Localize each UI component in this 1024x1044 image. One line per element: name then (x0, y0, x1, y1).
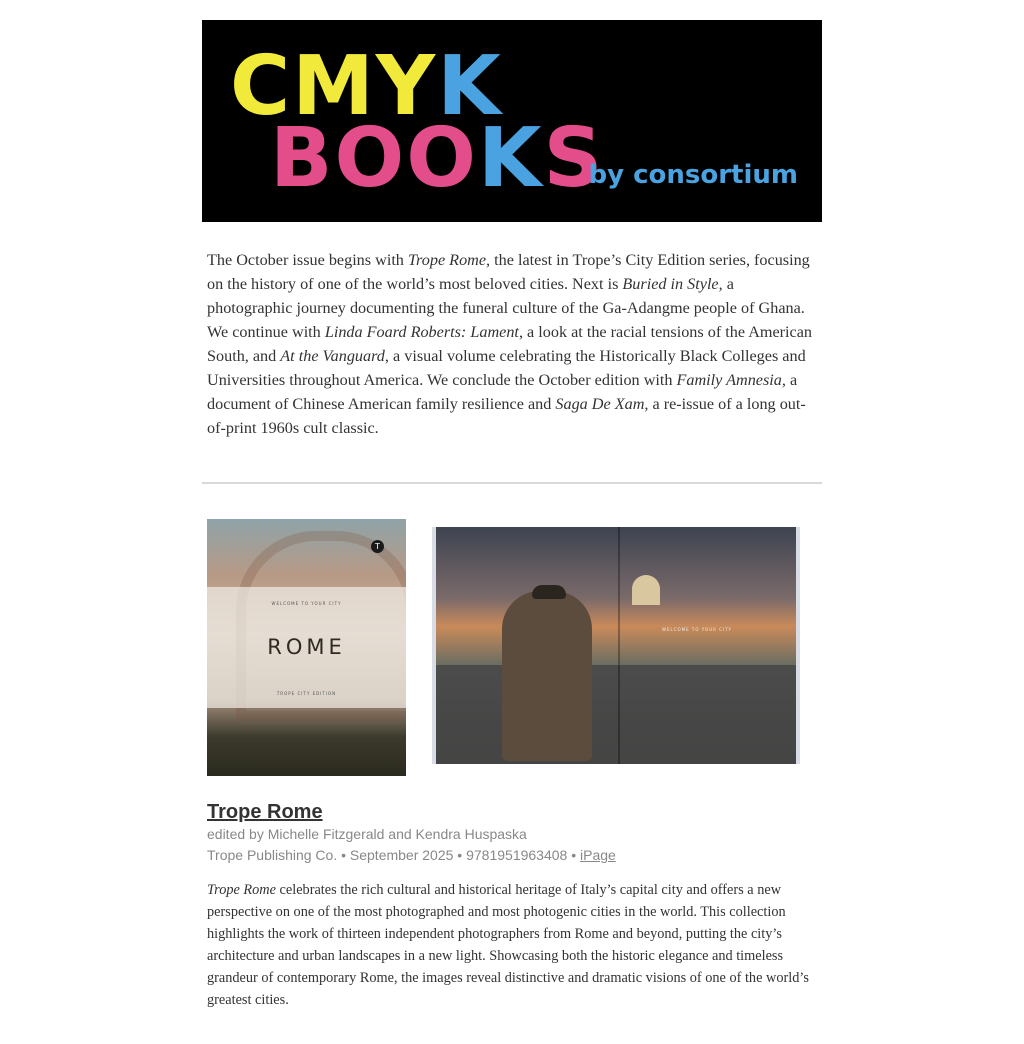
intro-paragraph (202, 222, 822, 440)
ipage-link[interactable]: iPage (580, 847, 616, 863)
cmyk-books-banner[interactable] (202, 20, 822, 222)
spread-caption: WELCOME TO YOUR CITY (662, 627, 732, 632)
cover-edition-text: TROPE CITY EDITION (276, 691, 337, 696)
logo-letter: S (543, 111, 605, 206)
newsletter (202, 20, 822, 1011)
book-spread-image[interactable] (432, 527, 800, 764)
intro-book-title: Saga De Xam, (555, 395, 649, 413)
logo-row-books (270, 111, 605, 206)
book-entry (202, 777, 822, 1011)
hat-shape (532, 585, 566, 599)
publisher-details: Trope Publishing Co. • September 2025 • 9781951963408 • (207, 847, 580, 863)
cover-title: ROME (267, 635, 346, 659)
figure-shape (502, 591, 592, 761)
divider (202, 482, 822, 484)
intro-text: a document of Chinese American family resilience and (207, 371, 798, 413)
dome-shape (632, 575, 660, 605)
description-lead: Trope Rome (207, 882, 276, 898)
intro-book-title: Family Amnesia, (676, 371, 786, 389)
logo-letter: O (334, 111, 407, 206)
intro-text: a photographic journey documenting the funeral culture of the Ga-Adangme people of Ghana. We continue with (207, 275, 805, 341)
intro-text: , a visual volume celebrating the Historically Black Colleges and Universities throughout America. We conclude the October edition with (207, 347, 806, 389)
logo-letter: M (292, 39, 376, 134)
book-description (207, 879, 817, 1011)
intro-book-title: At the Vanguard (280, 347, 385, 365)
book-gutter (618, 527, 620, 764)
book-cover-image[interactable] (207, 519, 406, 776)
logo-letter: B (270, 111, 335, 206)
intro-text: a re-issue of a long out-of-print 1960s cult classic. (207, 395, 806, 437)
trope-logo-icon: T (371, 540, 384, 553)
book-title-link[interactable]: Trope Rome (207, 801, 323, 823)
logo-letter: K (477, 111, 544, 206)
intro-text: The October issue begins with (207, 251, 408, 269)
book-publisher-line (207, 845, 817, 866)
logo-letter: C (230, 39, 293, 134)
intro-text: , a look at the racial tensions of the American South, and (207, 323, 813, 365)
logo-letter: K (437, 39, 503, 134)
intro-book-title: Buried in Style, (622, 275, 723, 293)
logo-letter: O (406, 111, 478, 206)
logo-letter: Y (375, 39, 438, 134)
intro-book-title: Trope Rome, (407, 251, 491, 269)
intro-text: the latest in Trope’s City Edition series, focusing on the history of one of the world’s most beloved cities. Next is (207, 251, 810, 293)
cover-welcome-text: WELCOME TO YOUR CITY (271, 601, 342, 606)
description-text: celebrates the rich cultural and historical heritage of Italy’s capital city and offers a new perspective on one of the most photographed and most photogenic cities in the world. This collection highlights the work of thirteen independent photographers from Rome and beyond, putting the city’s architecture and urban landscapes in a new light. Showcasing both the historic elegance and timeless grandeur of contemporary Rome, the images reveal distinctive and dramatic visions of one of the world’s greatest cities. (207, 882, 809, 1008)
book-editors: edited by Michelle Fitzgerald and Kendra Huspaska (207, 826, 527, 842)
intro-book-title: Linda Foard Roberts: Lament (324, 323, 519, 341)
book-images (202, 519, 822, 777)
logo-byline: by consortium (588, 160, 798, 190)
